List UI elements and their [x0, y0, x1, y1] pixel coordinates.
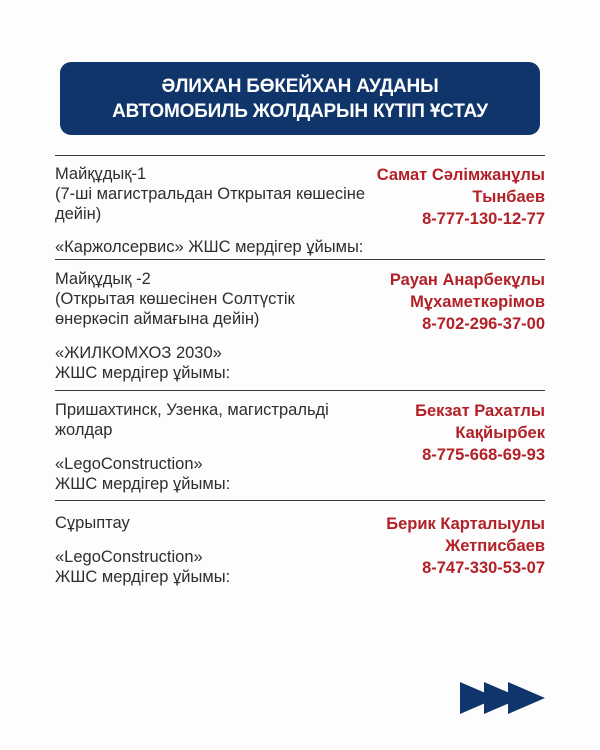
road-name: Сұрыптау [55, 514, 130, 532]
road-description: (7-ші магистральдан Открытая көшесіне [55, 185, 366, 203]
road-section-suryptau [55, 500, 545, 587]
contact-name: Тынбаев [472, 188, 545, 206]
contact-block [386, 513, 545, 579]
road-description: дейін) [55, 205, 102, 223]
contractor-label: ЖШС мердігер ұйымы: [55, 475, 231, 493]
road-name: Пришахтинск, Узенка, магистральді [55, 401, 329, 419]
contractor-label: ЖШС мердігер ұйымы: [55, 568, 231, 586]
contact-block [390, 269, 545, 335]
contact-name: Самат Сәлімжанұлы [376, 166, 545, 184]
road-section-prishakhtinsk [55, 390, 545, 500]
road-block [55, 269, 295, 329]
contractor-block [55, 237, 365, 257]
contact-name: Рауан Анарбекұлы [389, 271, 545, 289]
contractor-label: «LegoConstruction» [55, 455, 203, 473]
contractor-block [55, 547, 230, 587]
header-title-line2: АВТОМОБИЛЬ ЖОЛДАРЫН КҮТІП ҰСТАУ [112, 100, 488, 122]
header-title-line1: ӘЛИХАН БӨКЕЙХАН АУДАНЫ [161, 75, 439, 97]
contact-phone: 8-747-330-53-07 [422, 559, 545, 577]
contact-block [415, 400, 545, 466]
road-maintenance-list [55, 155, 545, 587]
contractor-label: «LegoConstruction» [55, 548, 203, 566]
contractor-label: «ЖИЛКОМХОЗ 2030» [55, 344, 222, 362]
contractor-block [55, 454, 329, 494]
contact-name: Бекзат Рахатлы [415, 402, 545, 420]
contact-phone: 8-702-296-37-00 [422, 315, 545, 333]
road-block [55, 164, 365, 224]
contact-name: Кақйырбек [455, 424, 545, 442]
contractor-label: ЖШС мердігер ұйымы: [55, 364, 231, 382]
road-block [55, 400, 329, 440]
road-name: Майқұдық-1 [55, 165, 147, 183]
road-name: жолдар [55, 421, 113, 439]
road-description: өнеркәсіп аймағына дейін) [55, 310, 260, 328]
road-block [55, 513, 230, 533]
contact-name: Жетписбаев [445, 537, 545, 555]
contact-name: Мұхаметкәрімов [410, 293, 545, 311]
contractor-block [55, 343, 295, 383]
right-arrow-icon [508, 682, 545, 714]
contact-phone: 8-775-668-69-93 [422, 446, 545, 464]
pagination-arrows [460, 682, 545, 714]
road-description: (Открытая көшесінен Солтүстік [55, 290, 295, 308]
footer [55, 682, 545, 714]
contact-name: Берик Карталыулы [386, 515, 545, 533]
road-name: Майқұдық -2 [55, 270, 151, 288]
road-section-maikuduk-2 [55, 259, 545, 390]
contact-block [377, 164, 545, 230]
header-banner [60, 62, 540, 135]
road-section-maikuduk-1 [55, 155, 545, 259]
contractor-label: «Каржолсервис» ЖШС мердігер ұйымы: [55, 238, 364, 256]
contact-phone: 8-777-130-12-77 [422, 210, 545, 228]
